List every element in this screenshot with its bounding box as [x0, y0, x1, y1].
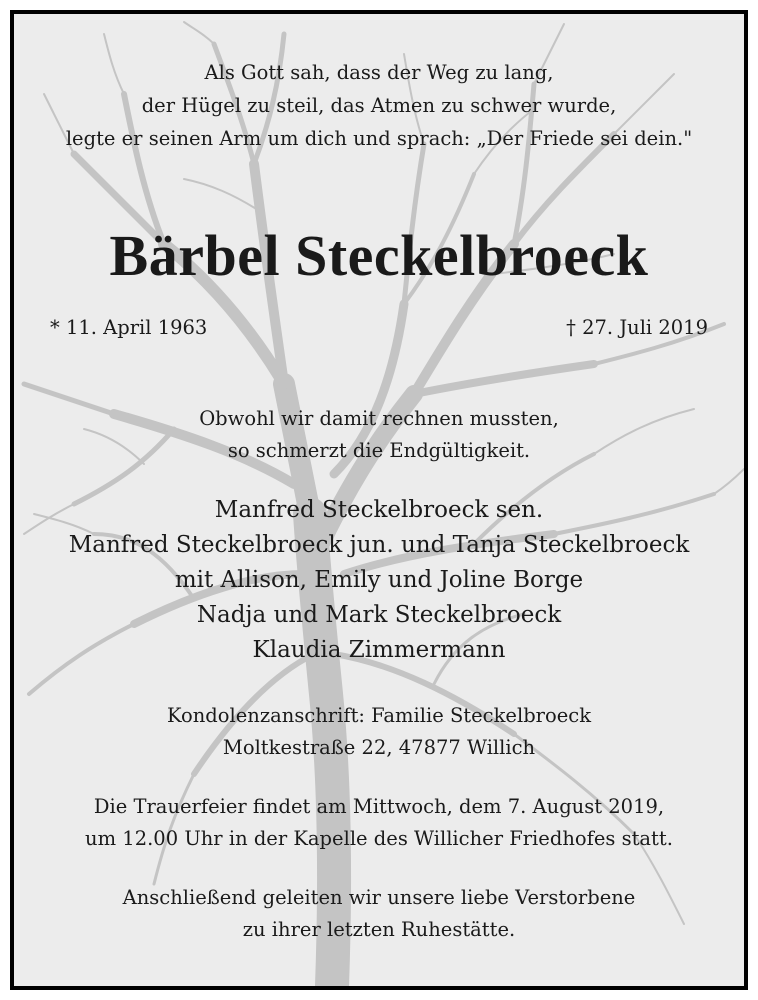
family-member: mit Allison, Emily und Joline Borge	[174, 567, 584, 593]
death-date: † 27. Juli 2019	[566, 316, 708, 339]
family-member: Manfred Steckelbroeck jun. und Tanja Steckelbroeck	[68, 532, 690, 558]
family-member: Nadja und Mark Steckelbroeck	[196, 602, 562, 628]
obituary-card	[10, 10, 748, 990]
funeral-service: um 12.00 Uhr in der Kapelle des Willicher Friedhofes statt.	[85, 827, 673, 850]
family-member: Manfred Steckelbroeck sen.	[214, 497, 544, 523]
funeral-service: Die Trauerfeier findet am Mittwoch, dem 7. August 2019,	[93, 795, 665, 818]
message-line: so schmerzt die Endgültigkeit.	[227, 439, 531, 462]
closing-line: Anschließend geleiten wir unsere liebe Verstorbene	[122, 886, 636, 909]
condolence-address: Kondolenzanschrift: Familie Steckelbroeck	[166, 704, 592, 727]
deceased-name: Bärbel Steckelbroeck	[109, 223, 649, 288]
message-line: Obwohl wir damit rechnen mussten,	[199, 407, 559, 430]
birth-date: * 11. April 1963	[50, 316, 208, 339]
verse-line: der Hügel zu steil, das Atmen zu schwer wurde,	[141, 94, 617, 117]
obituary-content	[14, 14, 744, 986]
verse-line: legte er seinen Arm um dich und sprach: „Der Friede sei dein."	[65, 127, 693, 150]
verse-line: Als Gott sah, dass der Weg zu lang,	[204, 61, 554, 84]
family-member: Klaudia Zimmermann	[252, 637, 506, 663]
closing-line: zu ihrer letzten Ruhestätte.	[242, 918, 516, 941]
condolence-address: Moltkestraße 22, 47877 Willich	[222, 736, 536, 759]
